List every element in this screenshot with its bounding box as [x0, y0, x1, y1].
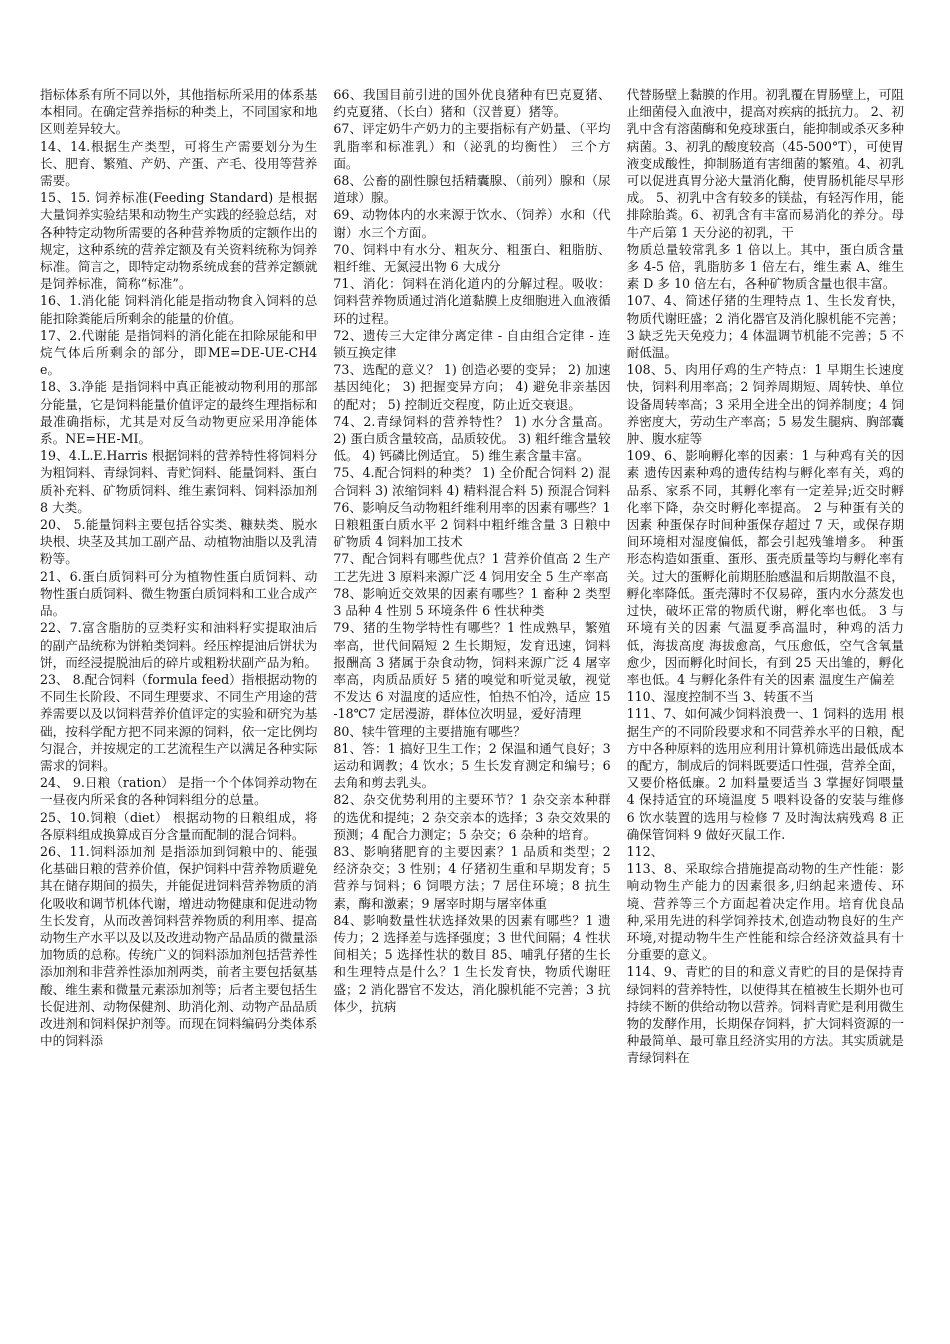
- paragraph: 21、6.蛋白质饲料可分为植物性蛋白质饲料、动物性蛋白质饲料、微生物蛋白质饲料和工业合成产品。: [40, 568, 318, 619]
- paragraph: 68、公畜的副性腺包括精囊腺、（前列）腺和（尿道球）腺。: [333, 173, 611, 206]
- paragraph: 19、4.L.E.Harris 根据饲料的营养特性将饲料分为粗饲料、青绿饲料、青贮饲料、能量饲料、蛋白质补充料、矿物质饲料、维生素饲料、饲料添加剂 8 大类。: [40, 448, 322, 515]
- paragraph: 66、我国目前引进的国外优良猪种有巴克夏猪、约克夏猪、（长白）猪和（汉普夏）猪等。: [333, 87, 611, 120]
- paragraph: 114、9、青贮的目的和意义青贮的目的是保持青绿饲料的营养特性，以使得其在植被生长期外也可持续不断的供给动物以营养。饲料青贮是利用微生物的发酵作用，长期保存饲料，扩大饲料资源的一种最简单、最可靠且经济实用的方法。其实质就是青绿饲料在: [626, 964, 904, 1066]
- paragraph: 75、4.配合饲料的种类？ 1) 全价配合饲料 2) 混合饲料 3) 浓缩饲料 4) 精料混合料 5) 预混合饲料: [333, 465, 611, 498]
- paragraph: 70、饲料中有水分、粗灰分、粗蛋白、粗脂肪、粗纤维、无氮浸出物 6 大成分: [333, 241, 611, 275]
- paragraph: 73、选配的意义？ 1) 创造必要的变异； 2) 加速基因纯化； 3) 把握变异方向； 4) 避免非亲基因的配对； 5) 控制近交程度，防止近交衰退。: [333, 362, 611, 412]
- document-page: [40, 86, 908, 1316]
- paragraph: 26、11.饲料添加剂 是指添加到饲粮中的、能强化基础日粮的营养价值，保护饲料中营养物质避免其在储存期间的损失，并能促进饲料营养物质的消化吸收和调节机体代谢，增进动物健康和促进动物生长发育，从而改善饲料营养物质的利用率、提高动物生产水平以及以及改进动物产品品质的微量添加物质的总称。传统广义的饲料添加剂包括营养性添加剂和非营养性添加剂两类，前者主要包括氨基酸、维生素和微量元素添加剂等；后者主要包括生长促进剂、动物保健剂、助消化剂、动物产品品质改进剂和饲料保护剂等。而现在饲料编码分类体系中的饲料添: [40, 843, 318, 1049]
- paragraph: 77、配合饲料有哪些优点？1 营养价值高 2 生产工艺先进 3 原料来源广泛 4 饲用安全 5 生产率高: [333, 551, 611, 584]
- paragraph: 81、答：1 搞好卫生工作；2 保温和通气良好；3 运动和调教；4 饮水；5 生长发育测定和编号；6 去角和剪去乳头。: [333, 740, 615, 791]
- paragraph: 15、15. 饲养标准(Feeding Standard) 是根据大量饲养实验结果和动物生产实践的经验总结，对各种特定动物所需要的各种营养物质的定额作出的规定，这种系统的营养定额及有关资料统称为饲养标准。简言之，即特定动物系统成套的营养定额就是饲养标准，简称“标准”。: [40, 190, 318, 292]
- paragraph: 107、4、简述仔猪的生理特点 1、生长发育快，物质代谢旺盛；2 消化器官及消化腺机能不完善；3 缺乏先天免疫力；4 体温调节机能不完善；5 不耐低温。: [626, 293, 904, 361]
- paragraph: 25、10.饲粮（diet） 根据动物的日粮组成，将各原料组成换算成百分含量而配制的混合饲料。: [40, 809, 318, 842]
- paragraph: 72、遗传三大定律分离定律 - 自由组合定律 - 连锁互换定律: [333, 327, 611, 361]
- paragraph: 84、影响数量性状选择效果的因素有哪些？1 遗传力；2 选择差与选择强度；3 世代间隔；4 性状间相关；5 选择性状的数目 85、哺乳仔猪的生长和生理特点是什么？1 生长发育快，物质代谢旺盛；2 消化器官不发达，消化腺机能不完善；3 抗体少，抗病: [333, 912, 611, 1014]
- paragraph: 78、影响近交效果的因素有哪些？1 畜种 2 类型 3 品种 4 性别 5 环境条件 6 性状种类: [333, 585, 615, 619]
- text-column-2: [333, 86, 615, 1316]
- paragraph: 24、 9.日粮（ration） 是指一个个体饲养动物在一昼夜内所采食的各种饲料组分的总量。: [40, 775, 318, 808]
- paragraph: 74、2.青绿饲料的营养特性？ 1) 水分含量高。 2) 蛋白质含量较高，品质较优。 3) 粗纤维含量较低。 4) 钙磷比例适宜。 5) 维生素含量丰富。: [333, 413, 615, 464]
- paragraph: 109、6、影响孵化率的因素：1 与种鸡有关的因素 遗传因素种鸡的遗传结构与孵化率有关，鸡的品系、家系不同，其孵化率有一定差异;近交时孵化率下降，杂交时孵化率提高。 2 与种蛋有关的因素 种蛋保存时间种蛋保存超过 7 天，或保存期间环境相对湿度偏低，都会引起残雏增多。 种蛋形态构造如蛋重、蛋形、蛋壳质量等均与孵化率有关。过大的蛋孵化前期胚胎感温和后期散温不良，孵化率降低。蛋壳薄时不仅易碎，蛋内水分蒸发也过快，破坏正常的物质代谢，孵化率也低。 3 与环境有关的因素 气温夏季高温时，种鸡的活力低，海拔高度 海拔愈高，气压愈低，空气含氧量愈少，因而孵化时间长，有到 25 天出雏的，孵化率也低。4 与孵化条件有关的因素 温度生产偏差: [626, 448, 904, 687]
- paragraph: 111、7、如何减少饲料浪费一、1 饲料的选用 根据生产的不同阶段要求和不同营养水平的日粮，配方中各种原料的选用应利用计算机筛选出最低成本的配方，制成后的饲料既要适口性强，营养全面，又要价格低廉。2 加料量要适当 3 掌握好饲喂量 4 保持适宜的环境温度 5 喂料设备的安装与维修 6 饮水装置的选用与检修 7 及时淘汰病残鸡 8 正确保管饲料 9 做好灭鼠工作.: [626, 706, 908, 842]
- paragraph: 82、杂交优势利用的主要环节？1 杂交亲本种群的选优和提纯；2 杂交亲本的选择；3 杂交效果的预测；4 配合力测定；5 杂交；6 杂种的培育。: [333, 792, 611, 842]
- paragraph: 22、7.富含脂肪的豆类籽实和油料籽实提取油后的副产品统称为饼粕类饲料。经压榨提油后饼状为饼，而经浸提脱油后的碎片或粗粉状副产品为粕。: [40, 620, 318, 670]
- paragraph: 112、: [626, 843, 664, 859]
- paragraph: 69、动物体内的水来源于饮水、（饲养）水和（代谢）水三个方面。: [333, 207, 611, 240]
- paragraph: 80、犊牛管理的主要措施有哪些？: [333, 723, 526, 739]
- paragraph: 16、1.消化能 饲料消化能是指动物食入饲料的总能扣除粪能后所剩余的能量的价值。: [40, 293, 318, 326]
- paragraph: 代替肠壁上黏膜的作用。初乳覆在胃肠壁上，可阻止细菌侵入血液中，提高对疾病的抵抗力。 2、初乳中含有溶菌酶和免疫球蛋白，能抑制或杀灭多种病菌。3、初乳的酸度较高（45-500°T），可使胃液变成酸性，抑制肠道有害细菌的繁殖。4、初乳可以促进真胃分泌大量消化酶，使胃肠机能尽早形成。 5、初乳中含有较多的镁盐，有轻泻作用，能排除胎粪。6、初乳含有丰富而易消化的养分。母牛产后第 1 天分泌的初乳，干: [626, 87, 904, 240]
- paragraph: 14、14.根据生产类型，可将生产需要划分为生长、肥育、繁殖、产奶、产蛋、产毛、役用等营养需要。: [40, 138, 318, 189]
- text-column-1: [40, 86, 322, 1316]
- paragraph: 76、影响反刍动物粗纤维利用率的因素有哪些？1 日粮粗蛋白质水平 2 饲料中粗纤维含量 3 日粮中矿物质 4 饲料加工技术: [333, 499, 615, 550]
- paragraph: 23、 8.配合饲料（formula feed）指根据动物的不同生长阶段、不同生理要求、不同生产用途的营养需要以及以饲料营养价值评定的实验和研究为基础，按科学配方把不同来源的饲料，依一定比例均匀混合，并按规定的工艺流程生产以满足各种实际需求的饲料。: [40, 671, 318, 773]
- paragraph: 物质总量较常乳多 1 倍以上。其中，蛋白质含量多 4-5 倍，乳脂肪多 1 倍左右，维生素 A、维生素 D 多 10 倍左右，各种矿物质含量也很丰富。: [626, 241, 904, 292]
- paragraph: 110、湿度控制不当 3、转蛋不当: [626, 689, 814, 705]
- paragraph: 20、 5.能量饲料主要包括谷实类、糠麸类、脱水块根、块茎及其加工副产品、动植物油脂以及乳清粉等。: [40, 517, 318, 567]
- paragraph: 指标体系有所不同以外，其他指标所采用的体系基本相同。在确定营养指标的种类上，不同国家和地区则差异较大。: [40, 87, 318, 137]
- paragraph: 67、评定奶牛产奶力的主要指标有产奶量、（平均乳脂率和标准乳）和（泌乳的均衡性） 三个方面。: [333, 121, 611, 171]
- paragraph: 83、影响猪肥育的主要因素？1 品质和类型；2 经济杂交；3 性别；4 仔猪初生重和早期发育；5 营养与饲料；6 饲喂方法；7 居住环境；8 抗生素，酶和激素；9 屠宰时期与屠宰体重: [333, 843, 615, 911]
- text-column-3: [626, 86, 908, 1316]
- paragraph: 71、消化：饲料在消化道内的分解过程。吸收：饲料营养物质通过消化道黏膜上皮细胞进入血液循环的过程。: [333, 276, 611, 326]
- paragraph: 108、5、肉用仔鸡的生产特点：1 早期生长速度快，饲料利用率高；2 饲养周期短、周转快、单位设备周转率高；3 采用全进全出的饲养制度；4 饲养密度大，劳动生产率高；5 易发生腿病、胸部囊肿、腹水症等: [626, 362, 904, 447]
- paragraph: 113、8、采取综合措施提高动物的生产性能：影响动物生产能力的因素很多,归纳起来遗传、环境、营养等三个方面起着决定作用。培育优良品种,采用先进的科学饲养技术,创造动物良好的生产环境,对提动物牛生产性能和综合经济效益具有十分重要的意义。: [626, 861, 904, 963]
- paragraph: 18、3.净能 是指饲料中真正能被动物利用的那部分能量，它是饲料能量价值评定的最终生理指标和最准确指标，尤其是对反刍动物更应采用净能体系。NE=HE-MI。: [40, 379, 318, 447]
- paragraph: 79、猪的生物学特性有哪些？1 性成熟早，繁殖率高，世代间隔短 2 生长期短，发育迅速，饲料报酬高 3 猪属于杂食动物，饲料来源广泛 4 屠宰率高，肉质品质好 5 猪的嗅觉和听觉灵敏，视觉不发达 6 对温度的适应性，怕热不怕冷，适应 15-18℃7 定居漫游，群体位次明显，爱好清理: [333, 620, 611, 722]
- paragraph: 17、2.代谢能 是指饲料的消化能在扣除尿能和甲烷气体后所剩余的部分，即ME=DE-UE-CH4e。: [40, 327, 318, 378]
